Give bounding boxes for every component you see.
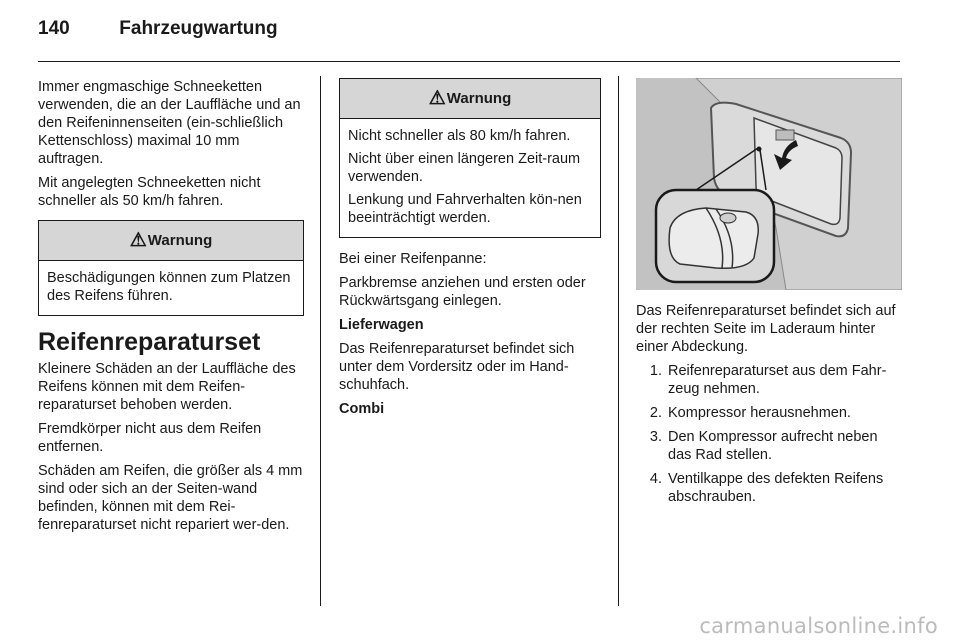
column-3 [636, 78, 902, 512]
paragraph: Fremdkörper nicht aus dem Reifen entfernen. [38, 421, 262, 455]
column-1 [38, 78, 304, 540]
warning-box [339, 78, 601, 238]
step-text: Reifenreparaturset aus dem Fahr-zeug nehmen. [668, 363, 887, 397]
list-item [636, 362, 902, 398]
paragraph: Das Reifenreparaturset befindet sich unter dem Vordersitz oder im Hand-schuhfach. [339, 341, 575, 393]
column-divider [320, 76, 321, 606]
header-rule [38, 61, 900, 62]
watermark: carmanualsonline.info [699, 614, 938, 638]
paragraph: Parkbremse anziehen und ersten oder Rückwärtsgang einlegen. [339, 275, 586, 309]
step-text: Den Kompressor aufrecht neben das Rad stellen. [668, 429, 878, 463]
paragraph: Mit angelegten Schneeketten nicht schneller als 50 km/h fahren. [38, 175, 261, 209]
column-divider [618, 76, 619, 606]
chapter-title: Fahrzeugwartung [119, 18, 278, 39]
paragraph: Das Reifenreparaturset befindet sich auf der rechten Seite im Laderaum hinter einer Abdeckung. [636, 303, 896, 355]
warning-title: Warnung [147, 231, 213, 249]
warning-text: Nicht über einen längeren Zeit-raum verwenden. [348, 151, 581, 185]
warning-sign-icon: ⚠ [129, 229, 147, 251]
warning-header [340, 79, 600, 119]
step-text: Kompressor herausnehmen. [668, 405, 851, 421]
subheading: Lieferwagen [339, 317, 424, 333]
warning-box [38, 220, 304, 316]
list-item [636, 470, 902, 506]
page-header [38, 18, 278, 40]
paragraph: Schäden am Reifen, die größer als 4 mm sind oder sich an der Seiten-wand befinden, können mit dem Rei-fenreparaturset nicht repariert wer-den. [38, 463, 303, 533]
warning-sign-icon: ⚠ [428, 87, 446, 109]
section-title: Reifenreparaturset [38, 328, 261, 356]
warning-text: Nicht schneller als 80 km/h fahren. [348, 128, 571, 144]
warning-header [39, 221, 303, 261]
page-number: 140 [38, 18, 70, 39]
list-item [636, 428, 902, 464]
paragraph: Bei einer Reifenpanne: [339, 251, 487, 267]
warning-title: Warnung [446, 89, 512, 107]
cargo-area-tire-repair-kit-illustration [636, 78, 902, 290]
warning-text: Lenkung und Fahrverhalten kön-nen beeinträchtigt werden. [348, 192, 582, 226]
step-number: 2. [649, 405, 662, 421]
paragraph: Immer engmaschige Schneeketten verwenden, die an der Lauffläche und an den Reifeninnenseiten (ein-schließlich Kettenschloss) maximal 10 mm auftragen. [38, 79, 301, 167]
subheading: Combi [339, 401, 385, 417]
instruction-list [636, 362, 902, 506]
warning-text: Beschädigungen können zum Platzen des Reifens führen. [47, 270, 291, 304]
warning-body [340, 119, 600, 237]
step-number: 3. [649, 429, 662, 445]
warning-body [39, 261, 303, 315]
list-item [636, 404, 902, 422]
column-2 [339, 78, 601, 424]
step-text: Ventilkappe des defekten Reifens abschrauben. [668, 471, 884, 505]
step-number: 1. [649, 363, 662, 379]
step-number: 4. [649, 471, 662, 487]
paragraph: Kleinere Schäden an der Lauffläche des Reifens können mit dem Reifen-reparaturset behoben werden. [38, 361, 296, 413]
